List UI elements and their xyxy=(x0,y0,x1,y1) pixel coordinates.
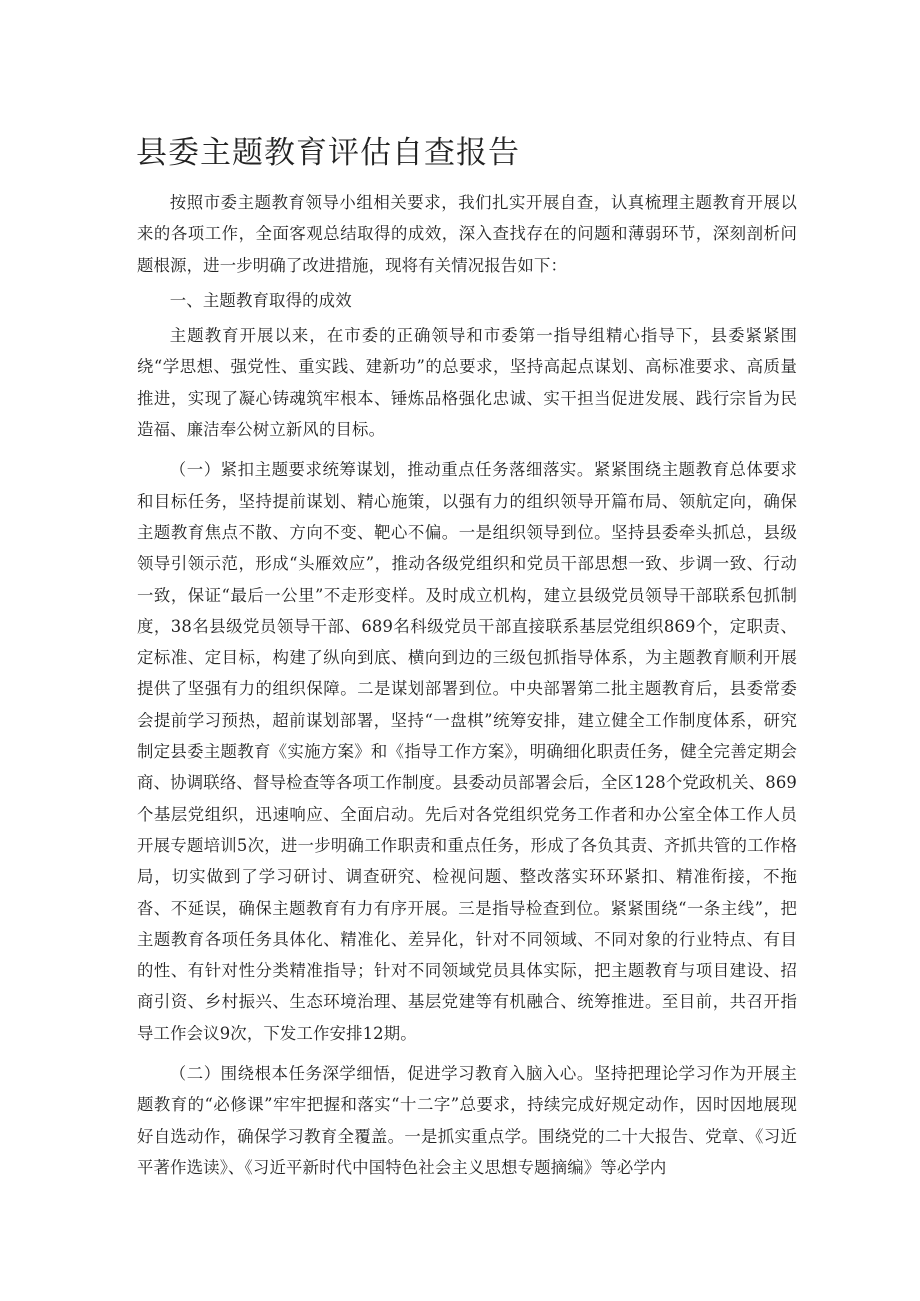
body-paragraph: （一）紧扣主题要求统筹谋划，推动重点任务落细落实。紧紧围绕主题教育总体要求和目标任务，坚持提前谋划、精心施策，以强有力的组织领导开篇布局、领航定向，确保主题教育焦点不散、方向不变、靶心不偏。一是组织领导到位。坚持县委牵头抓总，县级领导引领示范，形成“头雁效应”，推动各级党组织和党员干部思想一致、步调一致、行动一致，保证“最后一公里”不走形变样。及时成立机构，建立县级党员领导干部联系包抓制度，38名县级党员领导干部、689名科级党员干部直接联系基层党组织869个，定职责、定标准、定目标，构建了纵向到底、横向到边的三级包抓指导体系，为主题教育顺利开展提供了坚强有力的组织保障。二是谋划部署到位。中央部署第二批主题教育后，县委常委会提前学习预热，超前谋划部署，坚持“一盘棋”统筹安排，建立健全工作制度体系，研究制定县委主题教育《实施方案》和《指导工作方案》，明确细化职责任务，健全完善定期会商、协调联络、督导检查等各项工作制度。县委动员部署会后，全区128个党政机关、869个基层党组织，迅速响应、全面启动。先后对各党组织党务工作者和办公室全体工作人员开展专题培训5次，进一步明确工作职责和重点任务，形成了各负其责、齐抓共管的工作格局，切实做到了学习研讨、调查研究、检视问题、整改落实环环紧扣、精准衔接，不拖沓、不延误，确保主题教育有力有序开展。三是指导检查到位。紧紧围绕“一条主线”，把主题教育各项任务具体化、精准化、差异化，针对不同领域、不同对象的行业特点、有目的性、有针对性分类精准指导；针对不同领域党员具体实际，把主题教育与项目建设、招商引资、乡村振兴、生态环境治理、基层党建等有机融合、统筹推进。至目前，共召开指导工作会议9次，下发工作安排12期。 xyxy=(137,460,797,1043)
body-paragraph: （二）围绕根本任务深学细悟，促进学习教育入脑入心。坚持把理论学习作为开展主题教育的“必修课”牢牢把握和落实“十二字”总要求，持续完成好规定动作，因时因地展现好自选动作，确保学习教育全覆盖。一是抓实重点学。围绕党的二十大报告、党章、《习近平著作选读》、《习近平新时代中国特色社会主义思想专题摘编》等必学内 xyxy=(137,1064,797,1177)
document-body xyxy=(137,187,797,1183)
body-paragraph: 主题教育开展以来，在市委的正确领导和市委第一指导组精心指导下，县委紧紧围绕“学思想、强党性、重实践、建新功”的总要求，坚持高起点谋划、高标准要求、高质量推进，实现了凝心铸魂筑牢根本、锤炼品格强化忠诚、实干担当促进发展、践行宗旨为民造福、廉洁奉公树立新风的目标。 xyxy=(137,326,797,440)
section-heading-achievements: 一、主题教育取得的成效 xyxy=(169,290,352,310)
intro-paragraph: 按照市委主题教育领导小组相关要求，我们扎实开展自查，认真梳理主题教育开展以来的各项工作，全面客观总结取得的成效，深入查找存在的问题和薄弱环节，深刻剖析问题根源，进一步明确了改进措施，现将有关情况报告如下： xyxy=(137,193,797,275)
document-title: 县委主题教育评估自查报告 xyxy=(136,135,520,171)
